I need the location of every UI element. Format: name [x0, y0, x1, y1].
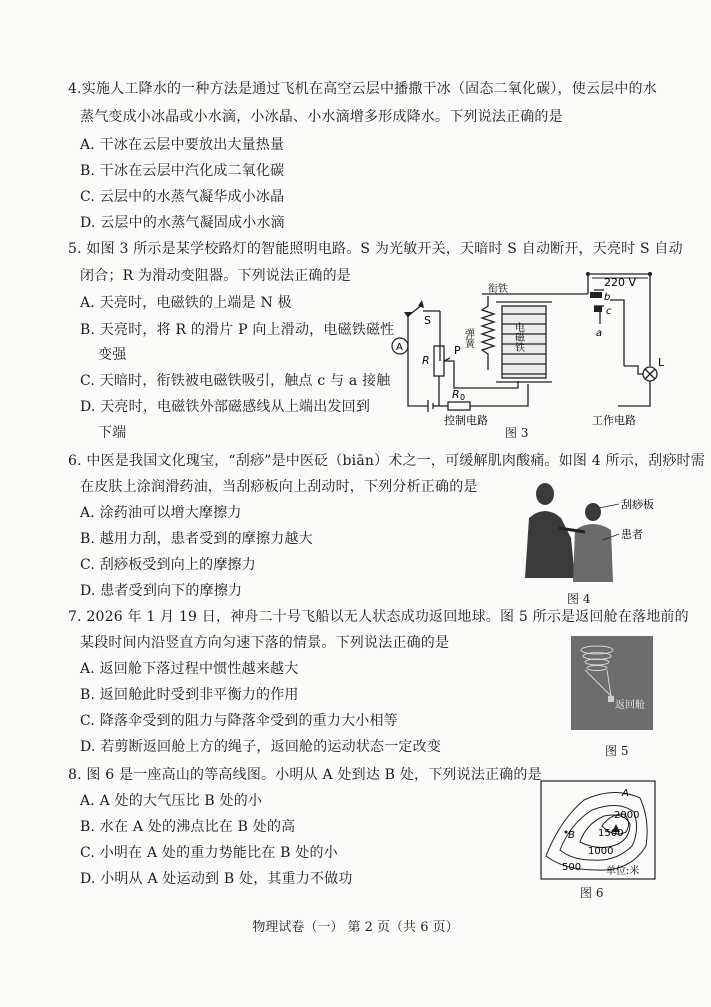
point-b-label: B	[568, 830, 575, 841]
q6-option-b: B. 越用力刮，患者受到的摩擦力越大	[80, 531, 313, 547]
figure-3-caption: 图 3	[505, 426, 529, 440]
patient-label: 患者	[621, 528, 643, 541]
rheostat-label: R	[422, 354, 430, 367]
q4-option-d: D. 云层中的水蒸气凝固成小水滴	[80, 215, 285, 231]
figure-5-caption: 图 5	[605, 744, 629, 758]
q7-stem-line1: 7. 2026 年 1 月 19 日，神舟二十号飞船以无人状态成功返回地球。图 5 所示是返回舱在落地前的	[68, 609, 689, 625]
armature-label: 衔铁	[488, 284, 508, 295]
q7-option-d: D. 若剪断返回舱上方的绳子，返回舱的运动状态一定改变	[80, 739, 442, 755]
q7-stem-line2: 某段时间内沿竖直方向匀速下落的情景。下列说法正确的是	[80, 635, 450, 651]
contour-1500-label: 1500	[598, 828, 624, 839]
slider-label: P	[454, 344, 461, 357]
q4-option-a: A. 干冰在云层中要放出大量热量	[80, 137, 285, 153]
contact-b-label: b	[604, 292, 611, 303]
q4-stem-line2: 蒸气变成小冰晶或小水滴，小冰晶、小水滴增多形成降水。下列说法正确的是	[80, 109, 563, 125]
q4-stem-line1: 4.实施人工降水的一种方法是通过飞机在高空云层中播撒干冰（固态二氧化碳），使云层中的水	[68, 81, 657, 97]
electromagnet-label: 电磁铁	[512, 322, 524, 352]
switch-label: S	[424, 314, 431, 327]
q6-option-d: D. 患者受到向下的摩擦力	[80, 583, 243, 599]
spring-label: 弹簧	[462, 328, 474, 348]
figure-6-caption: 图 6	[580, 886, 604, 900]
page-footer: 物理试卷（一） 第 2 页（共 6 页）	[252, 920, 459, 935]
q5-stem-line1: 5. 如图 3 所示是某学校路灯的智能照明电路。S 为光敏开关，天暗时 S 自动断开，天亮时 S 自动	[68, 241, 683, 257]
figure-6-contour-map	[540, 780, 656, 880]
q8-option-c: C. 小明在 A 处的重力势能比在 B 处的小	[80, 845, 338, 861]
contour-500-label: 500	[562, 862, 582, 873]
figure-4-caption: 图 4	[567, 592, 591, 606]
q7-option-c: C. 降落伞受到的阻力与降落伞受到的重力大小相等	[80, 713, 398, 729]
q5-stem-line2: 闭合；R 为滑动变阻器。下列说法正确的是	[80, 268, 351, 284]
work-circuit-label: 工作电路	[592, 414, 636, 427]
q5-option-b-line1: B. 天亮时，将 R 的滑片 P 向上滑动，电磁铁磁性	[80, 322, 395, 338]
q4-option-c: C. 云层中的水蒸气凝华成小冰晶	[80, 189, 285, 205]
control-circuit-label: 控制电路	[444, 414, 488, 427]
unit-label: 单位:米	[606, 866, 640, 877]
contour-2000-label: 2000	[614, 810, 640, 821]
q7-option-b: B. 返回舱此时受到非平衡力的作用	[80, 687, 299, 703]
q5-option-b-line2: 变强	[98, 347, 127, 363]
q5-option-d-line2: 下端	[98, 425, 127, 441]
figure-5-capsule-photo	[571, 636, 653, 730]
q8-stem: 8. 图 6 是一座高山的等高线图。小明从 A 处到达 B 处，下列说法正确的是	[68, 767, 542, 783]
q6-stem-line1: 6. 中医是我国文化瑰宝，“刮痧”是中医砭（biān）术之一，可缓解肌肉酸痛。如图 4 所示，刮痧时需	[68, 453, 705, 469]
q5-option-c: C. 天暗时，衔铁被电磁铁吸引，触点 c 与 a 接触	[80, 373, 391, 389]
ammeter-label: A	[396, 342, 403, 353]
q6-option-c: C. 刮痧板受到向上的摩擦力	[80, 557, 256, 573]
q4-option-b: B. 干冰在云层中汽化成二氧化碳	[80, 163, 285, 179]
q8-option-b: B. 水在 A 处的沸点比在 B 处的高	[80, 819, 296, 835]
q8-option-d: D. 小明从 A 处运动到 B 处，其重力不做功	[80, 871, 353, 887]
point-a-label: A	[622, 788, 629, 799]
q5-option-a: A. 天亮时，电磁铁的上端是 N 极	[80, 295, 292, 311]
lamp-label: L	[658, 356, 665, 369]
r0-label: R	[452, 388, 460, 401]
gua-sha-board-label: 刮痧板	[621, 498, 654, 511]
figure-4-gua-sha	[515, 478, 675, 584]
q8-option-a: A. A 处的大气压比 B 处的小	[80, 793, 263, 809]
q6-stem-line2: 在皮肤上涂润滑药油，当刮痧板向上刮动时，下列分析正确的是	[80, 479, 478, 495]
q6-option-a: A. 涂药油可以增大摩擦力	[80, 505, 242, 521]
figure-3-circuit	[378, 266, 678, 442]
voltage-label: 220 V	[604, 276, 637, 289]
contour-1000-label: 1000	[588, 846, 614, 857]
contact-c-label: c	[606, 306, 612, 317]
contact-a-label: a	[596, 328, 603, 339]
q7-option-a: A. 返回舱下落过程中惯性越来越大	[80, 661, 299, 677]
capsule-label: 返回舱	[615, 700, 645, 711]
q5-option-d-line1: D. 天亮时，电磁铁外部磁感线从上端出发回到	[80, 399, 371, 415]
r0-subscript: 0	[460, 393, 466, 402]
